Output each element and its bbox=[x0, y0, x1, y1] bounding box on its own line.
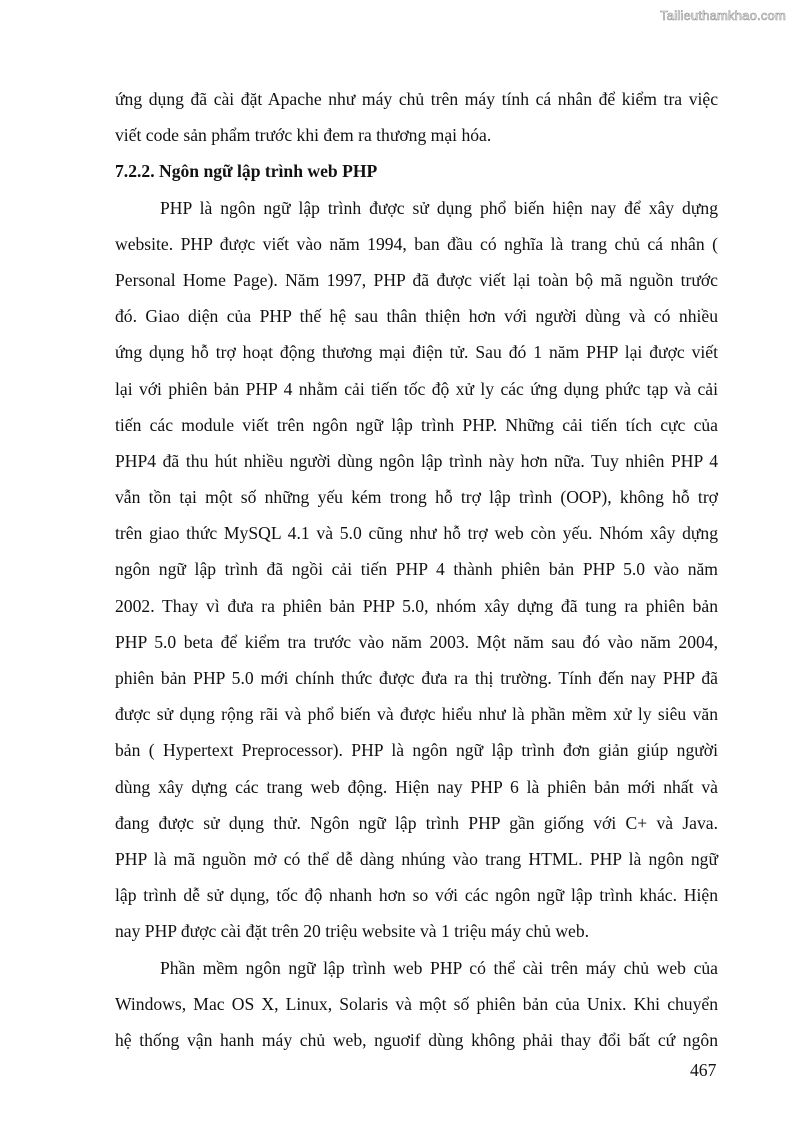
paragraph-2-line: hệ thống vận hanh máy chủ web, nguơif dùng không phải thay đổi bất cứ ngôn bbox=[115, 1029, 718, 1050]
paragraph-1 bbox=[115, 190, 718, 950]
paragraph-1-line: ngôn ngữ lập trình đã ngồi cải tiến PHP 4 thành phiên bản PHP 5.0 vào năm bbox=[115, 559, 718, 580]
intro-line-2: viết code sản phẩm trước khi đem ra thương mại hóa. bbox=[115, 125, 492, 146]
paragraph-1-line: trên giao thức MySQL 4.1 và 5.0 cũng như hỗ trợ web còn yếu. Nhóm xây dựng bbox=[115, 523, 718, 544]
paragraph-1-line: phiên bản PHP 5.0 mới chính thức được đưa ra thị trường. Tính đến nay PHP đã bbox=[115, 668, 718, 688]
paragraph-1-line: PHP 5.0 beta để kiểm tra trước vào năm 2003. Một năm sau đó vào năm 2004, bbox=[115, 631, 718, 652]
paragraph-1-line: tiến các module viết trên ngôn ngữ lập trình PHP. Những cải tiến tích cực của bbox=[115, 414, 718, 435]
paragraph-1-line: website. PHP được viết vào năm 1994, ban đầu có nghĩa là trang chủ cá nhân ( bbox=[115, 233, 718, 254]
paragraph-1-line: vẫn tồn tại một số những yếu kém trong hỗ trợ lập trình (OOP), không hỗ trợ bbox=[115, 487, 718, 508]
paragraph-1-line: PHP là mã nguồn mở có thể dễ dàng nhúng vào trang HTML. PHP là ngôn ngữ bbox=[115, 848, 718, 869]
watermark-text: Tailieuthamkhao.com bbox=[660, 8, 786, 23]
paragraph-1-line: đó. Giao diện của PHP thế hệ sau thân thiện hơn với người dùng và có nhiều bbox=[115, 306, 718, 327]
paragraph-2-line: Phần mềm ngôn ngữ lập trình web PHP có thể cài trên máy chủ web của bbox=[160, 957, 718, 978]
intro-line-1: ứng dụng đã cài đặt Apache như máy chủ trên máy tính cá nhân để kiểm tra việc bbox=[115, 89, 718, 109]
paragraph-1-line: ứng dụng hỗ trợ hoạt động thương mại điện tử. Sau đó 1 năm PHP lại được viết bbox=[115, 342, 718, 363]
page-number: 467 bbox=[690, 1060, 717, 1080]
section-heading: 7.2.2. Ngôn ngữ lập trình web PHP bbox=[115, 161, 378, 182]
paragraph-1-line: PHP4 đã thu hút nhiều người dùng ngôn lập trình này hơn nữa. Tuy nhiên PHP 4 bbox=[115, 450, 718, 471]
paragraph-1-line: dùng xây dựng các trang web động. Hiện nay PHP 6 là phiên bản mới nhất và bbox=[115, 776, 718, 797]
paragraph-1-line: 2002. Thay vì đưa ra phiên bản PHP 5.0, nhóm xây dựng đã tung ra phiên bản bbox=[115, 595, 718, 616]
paragraph-1-line: Personal Home Page). Năm 1997, PHP đã được viết lại toàn bộ mã nguồn trước bbox=[115, 269, 718, 290]
paragraph-2 bbox=[115, 950, 718, 1059]
paragraph-1-line: nay PHP được cài đặt trên 20 triệu website và 1 triệu máy chủ web. bbox=[115, 921, 590, 942]
paragraph-1-line: bản ( Hypertext Preprocessor). PHP là ngôn ngữ lập trình đơn giản giúp người bbox=[115, 740, 718, 761]
paragraph-1-line: lập trình dễ sử dụng, tốc độ nhanh hơn so với các ngôn ngữ lập trình khác. Hiện bbox=[115, 885, 718, 906]
paragraph-1-line: đang được sử dụng thử. Ngôn ngữ lập trình PHP gần giống với C+ và Java. bbox=[115, 812, 718, 833]
document-body bbox=[115, 81, 718, 1058]
paragraph-1-line: PHP là ngôn ngữ lập trình được sử dụng phổ biến hiện nay để xây dựng bbox=[160, 197, 718, 218]
paragraph-2-line: Windows, Mac OS X, Linux, Solaris và một số phiên bản của Unix. Khi chuyển bbox=[115, 993, 718, 1014]
paragraph-1-line: lại với phiên bản PHP 4 nhằm cải tiến tốc độ xử ly các ứng dụng phức tạp và cải bbox=[115, 378, 718, 399]
paragraph-1-line: được sử dụng rộng rãi và phổ biến và được hiểu như là phần mềm xử ly siêu văn bbox=[115, 704, 718, 725]
